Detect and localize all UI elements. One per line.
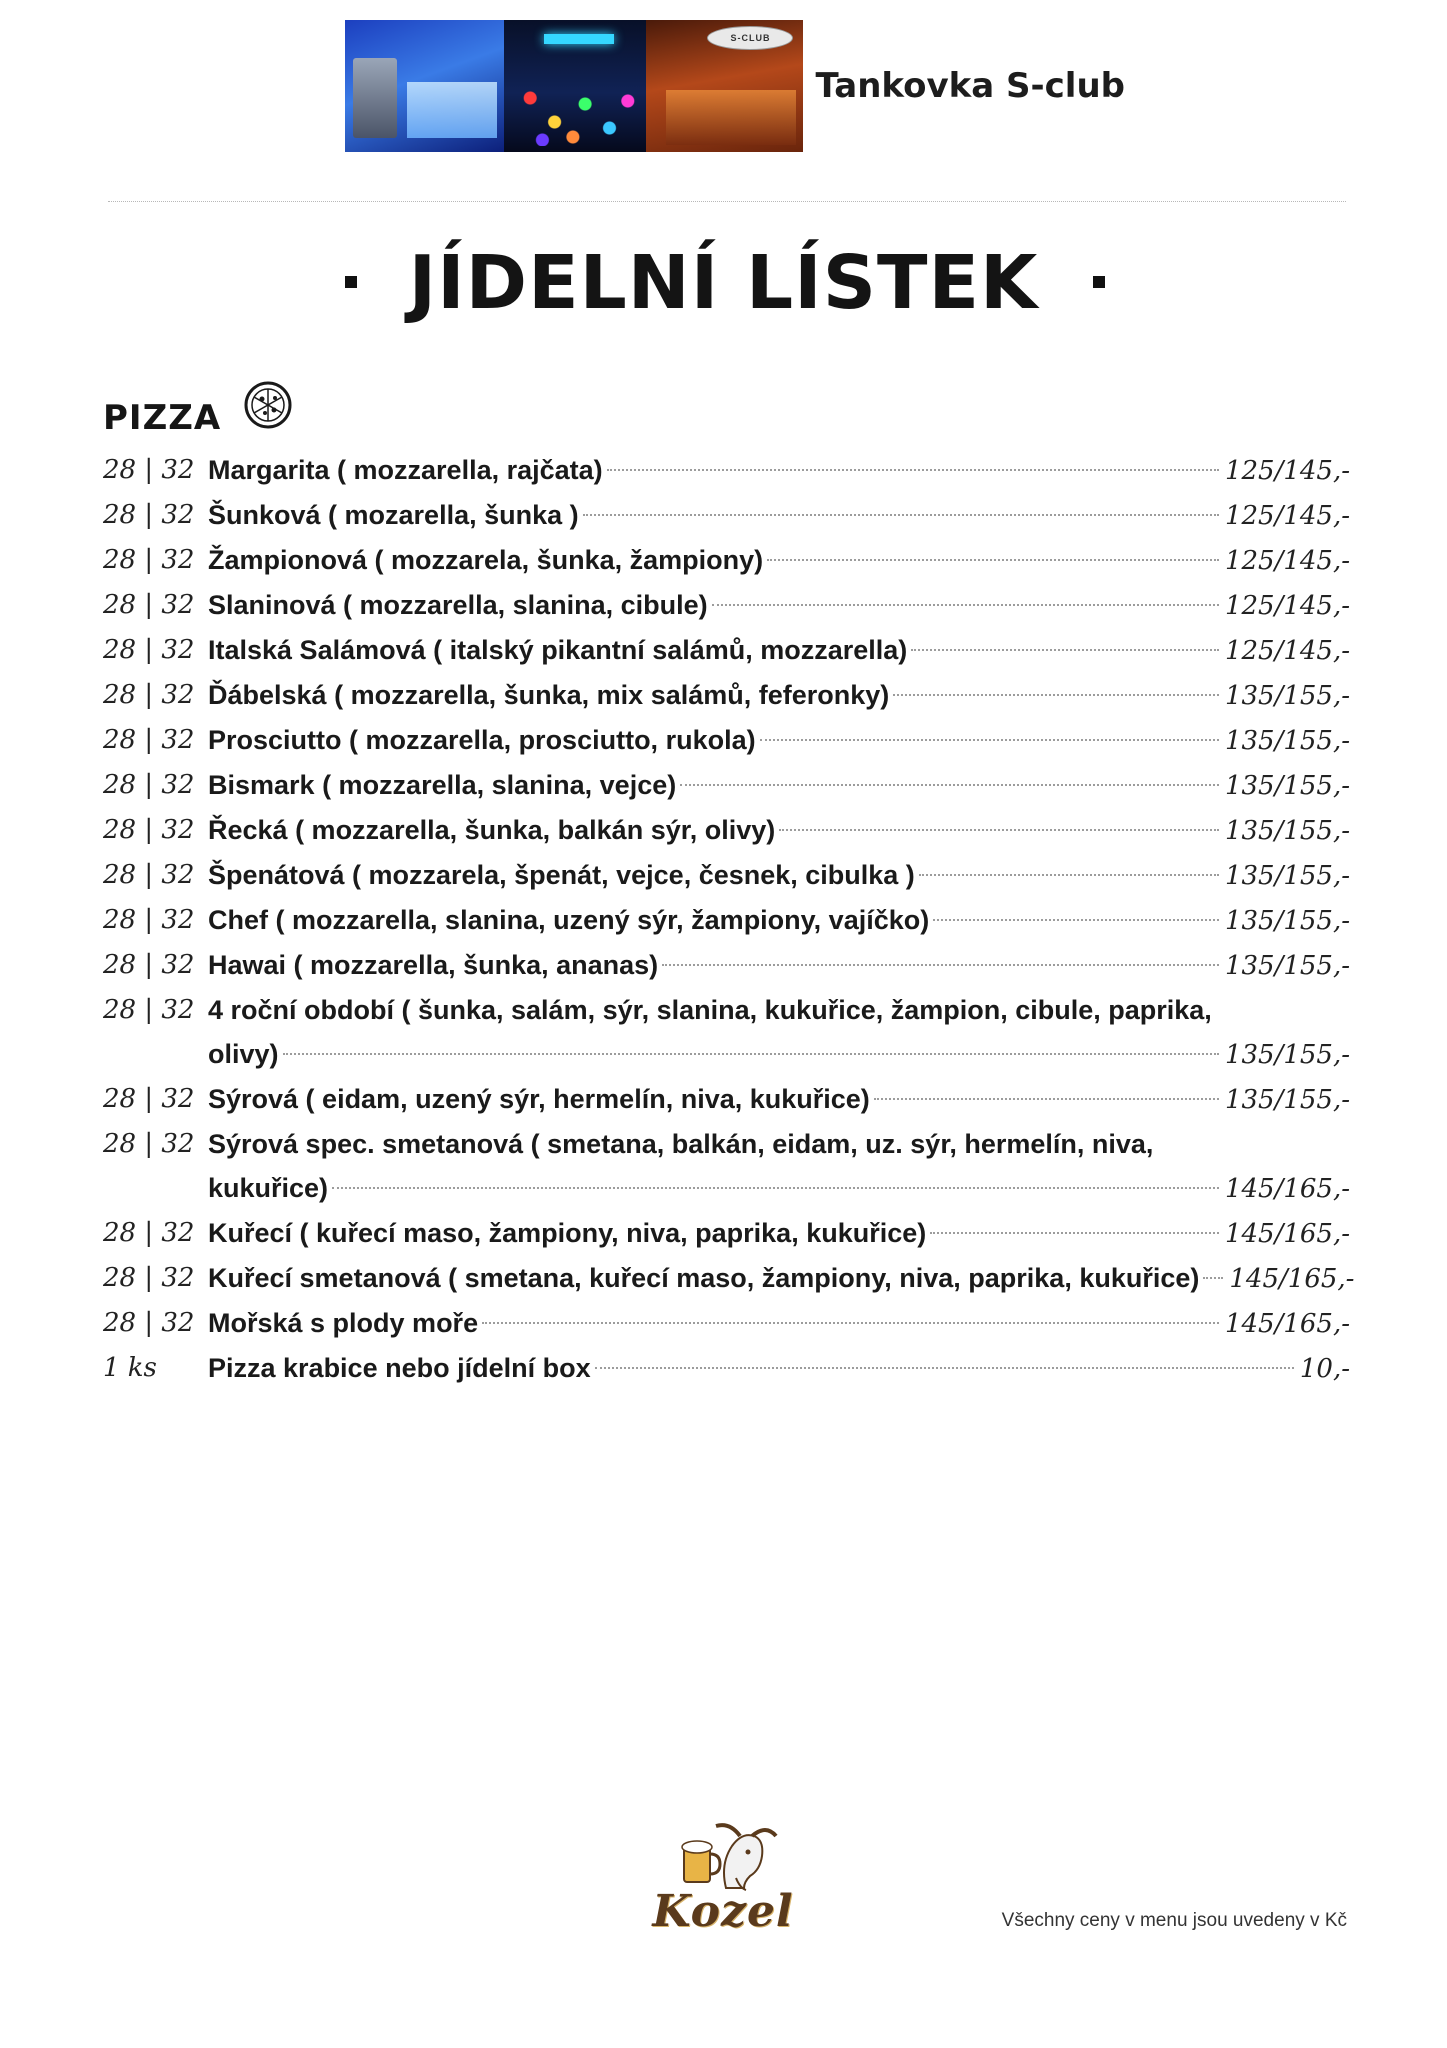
dotted-leader (712, 604, 1219, 606)
menu-item-price: 145/165,- (1224, 1174, 1350, 1204)
header (345, 20, 1125, 152)
menu-item-price: 125/145,- (1224, 501, 1350, 531)
menu-item-size: 28 | 32 (103, 680, 195, 710)
menu-item-size: 28 | 32 (103, 1263, 195, 1293)
menu-item-name: Sýrová spec. smetanová ( smetana, balkán, eidam, uz. sýr, hermelín, niva, (208, 1129, 1154, 1159)
menu-item-name: Bismark ( mozzarella, slanina, vejce) (208, 770, 677, 800)
menu-item-size: 28 | 32 (103, 905, 195, 935)
pizza-icon (243, 378, 293, 432)
menu-item-price: 125/145,- (1224, 591, 1350, 621)
kozel-logo (648, 1818, 798, 1942)
menu-item-name: Ďábelská ( mozzarella, šunka, mix salámů, feferonky) (208, 680, 890, 710)
section-title: PIZZA (103, 398, 222, 438)
menu-item (103, 493, 1350, 538)
menu-item-size: 28 | 32 (103, 1218, 195, 1248)
menu-item-price: 125/145,- (1224, 546, 1350, 576)
menu-item (103, 1256, 1355, 1301)
menu-item-size: 28 | 32 (103, 1129, 195, 1159)
menu-item-name: Řecká ( mozzarella, šunka, balkán sýr, olivy) (208, 815, 776, 845)
dotted-leader (930, 1232, 1219, 1234)
dotted-leader (779, 829, 1219, 831)
menu-item-price: 135/155,- (1224, 1040, 1350, 1070)
menu-item (103, 628, 1350, 673)
kozel-wordmark: Kozel (652, 1886, 794, 1937)
menu-item-name: Kuřecí ( kuřecí maso, žampiony, niva, paprika, kukuřice) (208, 1218, 927, 1248)
menu-item-price: 135/155,- (1224, 906, 1350, 936)
menu-item-size: 28 | 32 (103, 455, 195, 485)
menu-item (103, 673, 1350, 718)
menu-item (103, 1301, 1350, 1346)
menu-item-price: 125/145,- (1224, 636, 1350, 666)
menu-item-price: 145/165,- (1229, 1264, 1355, 1294)
menu-item (103, 538, 1350, 583)
menu-item-size: 28 | 32 (103, 815, 195, 845)
menu-item (103, 1211, 1350, 1256)
menu-item (103, 1122, 1350, 1211)
dotted-leader (893, 694, 1219, 696)
menu-item-name: Kuřecí smetanová ( smetana, kuřecí maso, žampiony, niva, paprika, kukuřice) (208, 1263, 1200, 1293)
dotted-leader (767, 559, 1219, 561)
dotted-leader (760, 739, 1219, 741)
dotted-leader (680, 784, 1219, 786)
menu-item (103, 988, 1350, 1077)
menu-item (103, 1346, 1350, 1391)
menu-item-size: 28 | 32 (103, 545, 195, 575)
dotted-leader (283, 1053, 1219, 1055)
header-photo-strip (345, 20, 803, 152)
menu-item-name-continued: olivy) (208, 1039, 279, 1069)
menu-item-size: 28 | 32 (103, 1308, 195, 1338)
dotted-leader (1203, 1277, 1223, 1279)
menu-item-name: Slaninová ( mozzarella, slanina, cibule) (208, 590, 708, 620)
menu-item-size: 28 | 32 (103, 1084, 195, 1114)
menu-item-size: 28 | 32 (103, 635, 195, 665)
menu-item-price: 135/155,- (1224, 681, 1350, 711)
dotted-leader (874, 1098, 1219, 1100)
bowling-photo (345, 20, 504, 152)
menu-item-price: 135/155,- (1224, 771, 1350, 801)
menu-item-name: Žampionová ( mozzarela, šunka, žampiony) (208, 545, 764, 575)
menu-item (103, 808, 1350, 853)
dotted-leader (583, 514, 1219, 516)
dotted-leader (595, 1367, 1294, 1369)
menu-item (103, 943, 1350, 988)
dotted-leader (919, 874, 1219, 876)
price-currency-note: Všechny ceny v menu jsou uvedeny v Kč (1001, 1910, 1347, 1931)
menu-item-price: 135/155,- (1224, 1085, 1350, 1115)
dancefloor-photo (504, 20, 646, 152)
menu-item-size: 28 | 32 (103, 725, 195, 755)
menu-item-price: 135/155,- (1224, 951, 1350, 981)
menu-item (103, 1077, 1350, 1122)
menu-item-name: Chef ( mozzarella, slanina, uzený sýr, žampiony, vajíčko) (208, 905, 930, 935)
menu-item (103, 718, 1350, 763)
menu-item-name: Italská Salámová ( italský pikantní salámů, mozzarella) (208, 635, 908, 665)
menu-item-size: 28 | 32 (103, 770, 195, 800)
menu-item-name: Šunková ( mozarella, šunka ) (208, 500, 579, 530)
menu-item-name: Mořská s plody moře (208, 1308, 479, 1338)
menu-item-price: 145/165,- (1224, 1219, 1350, 1249)
menu-item-size: 28 | 32 (103, 995, 195, 1025)
menu-item-price: 135/155,- (1224, 861, 1350, 891)
menu-item (103, 583, 1350, 628)
menu-item-name: Špenátová ( mozzarela, špenát, vejce, česnek, cibulka ) (208, 860, 915, 890)
menu-item (103, 853, 1350, 898)
menu-item-price: 135/155,- (1224, 726, 1350, 756)
menu-item-name: Prosciutto ( mozzarella, prosciutto, rukola) (208, 725, 756, 755)
menu-item-name: Hawai ( mozzarella, šunka, ananas) (208, 950, 659, 980)
page-title: JÍDELNÍ LÍSTEK (408, 240, 1039, 326)
menu-item-name: Pizza krabice nebo jídelní box (208, 1353, 591, 1383)
menu-item-size: 28 | 32 (103, 860, 195, 890)
title-row (0, 238, 1447, 328)
menu-item-name: Margarita ( mozzarella, rajčata) (208, 455, 603, 485)
menu-item-name-continued: kukuřice) (208, 1173, 329, 1203)
menu-item (103, 448, 1350, 493)
club-name: Tankovka S-club (815, 66, 1125, 106)
dotted-leader (607, 469, 1219, 471)
menu-item (103, 898, 1350, 943)
menu-item-price: 145/165,- (1224, 1309, 1350, 1339)
dotted-leader (332, 1187, 1219, 1189)
menu-item-name: Sýrová ( eidam, uzený sýr, hermelín, niva, kukuřice) (208, 1084, 870, 1114)
dotted-leader (911, 649, 1219, 651)
menu-item-size: 28 | 32 (103, 950, 195, 980)
section-header (103, 382, 293, 438)
pizza-menu-list (103, 448, 1355, 1391)
menu-item-price: 10,- (1299, 1354, 1350, 1384)
menu-item-price: 125/145,- (1224, 456, 1350, 486)
menu-item-price: 135/155,- (1224, 816, 1350, 846)
dotted-leader (662, 964, 1219, 966)
header-divider (108, 201, 1346, 202)
dotted-leader (933, 919, 1219, 921)
menu-item-size: 28 | 32 (103, 500, 195, 530)
club-badge-logo: S-CLUB (707, 26, 793, 50)
title-bullet-right (1093, 276, 1105, 288)
menu-item-size: 28 | 32 (103, 590, 195, 620)
menu-item (103, 763, 1350, 808)
bar-photo (646, 20, 804, 152)
menu-item-size: 1 ks (103, 1353, 157, 1383)
menu-item-name: 4 roční období ( šunka, salám, sýr, slanina, kukuřice, žampion, cibule, paprika, (208, 995, 1212, 1025)
dotted-leader (482, 1322, 1219, 1324)
